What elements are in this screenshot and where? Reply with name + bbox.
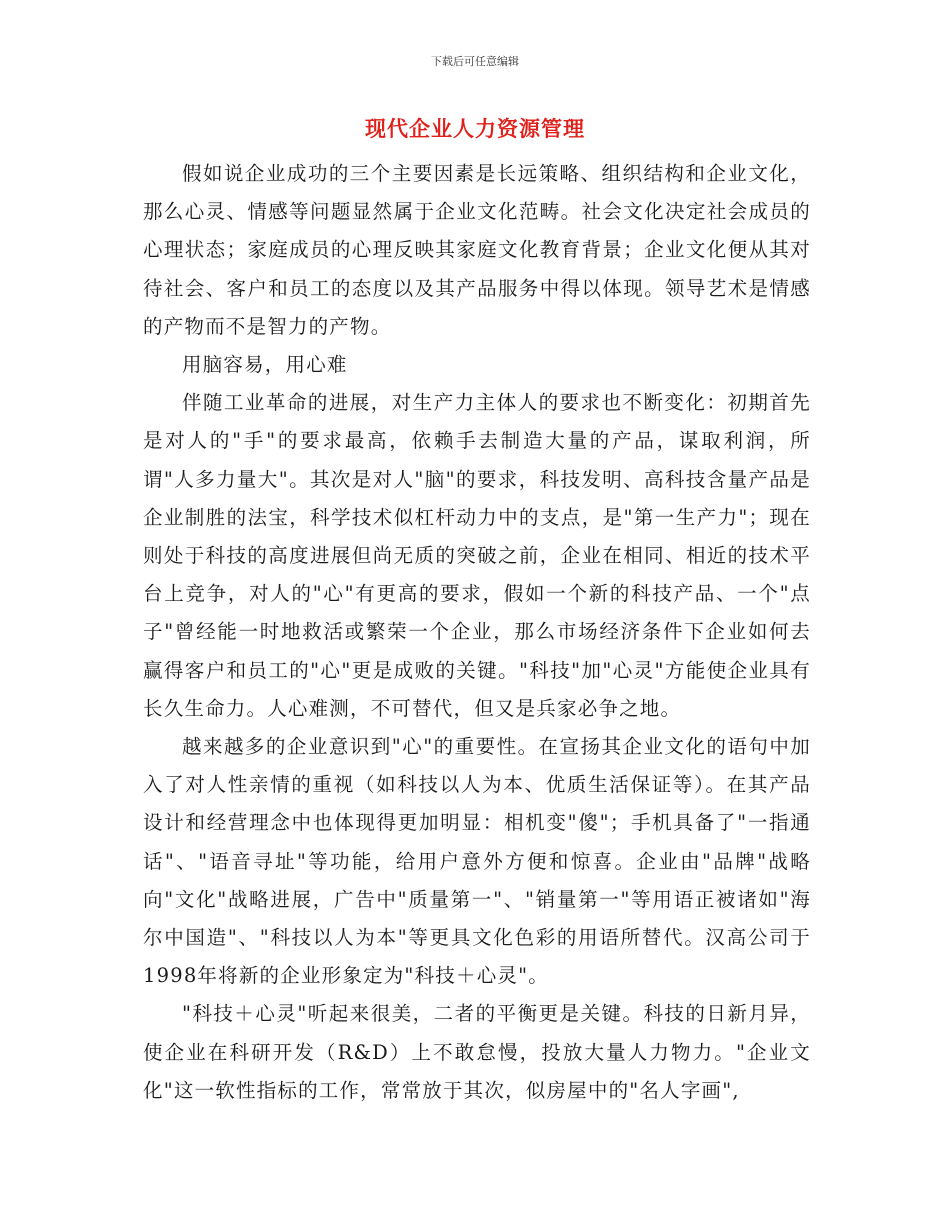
- document-title: 现代企业人力资源管理: [365, 116, 585, 141]
- paragraph: "科技＋心灵"听起来很美，二者的平衡更是关键。科技的日新月异，使企业在科研开发（R&D）上不敢怠慢，投放大量人力物力。"企业文化"这一软性指标的工作，常常放于其次，似房屋中的"名人字画",: [143, 1002, 811, 1102]
- paragraph: 伴随工业革命的进展，对生产力主体人的要求也不断变化：初期首先是对人的"手"的要求最高，依赖手去制造大量的产品，谋取利润，所谓"人多力量大"。其次是对人"脑"的要求，科技发明、高科技含量产品是企业制胜的法宝，科学技术似杠杆动力中的支点，是"第一生产力"；现在则处于科技的高度进展但尚无质的突破之前，企业在相同、相近的技术平台上竞争，对人的"心"有更高的要求，假如一个新的科技产品、一个"点子"曾经能一时地救活或繁荣一个企业，那么市场经济条件下企业如何去赢得客户和员工的"心"更是成败的关键。"科技"加"心灵"方能使企业具有长久生命力。人心难测，不可替代，但又是兵家必争之地。: [143, 391, 811, 720]
- document-body: [143, 155, 811, 1110]
- paragraph: 越来越多的企业意识到"心"的重要性。在宣扬其企业文化的语句中加入了对人性亲情的重视（如科技以人为本、优质生活保证等）。在其产品设计和经营理念中也体现得更加明显：相机变"傻"；手机具备了"一指通话"、"语音寻址"等功能，给用户意外方便和惊喜。企业由"品牌"战略向"文化"战略进展，广告中"质量第一"、"销量第一"等用语正被诸如"海尔中国造"、"科技以人为本"等更具文化色彩的用语所替代。汉高公司于1998年将新的企业形象定为"科技＋心灵"。: [143, 735, 811, 988]
- header-note: 下载后可任意编辑: [431, 55, 519, 68]
- section-heading: 用脑容易，用心难: [182, 353, 348, 377]
- paragraph: 假如说企业成功的三个主要因素是长远策略、组织结构和企业文化，那么心灵、情感等问题显然属于企业文化范畴。社会文化决定社会成员的心理状态；家庭成员的心理反映其家庭文化教育背景；企业文化便从其对待社会、客户和员工的态度以及其产品服务中得以体现。领导艺术是情感的产物而不是智力的产物。: [143, 162, 811, 338]
